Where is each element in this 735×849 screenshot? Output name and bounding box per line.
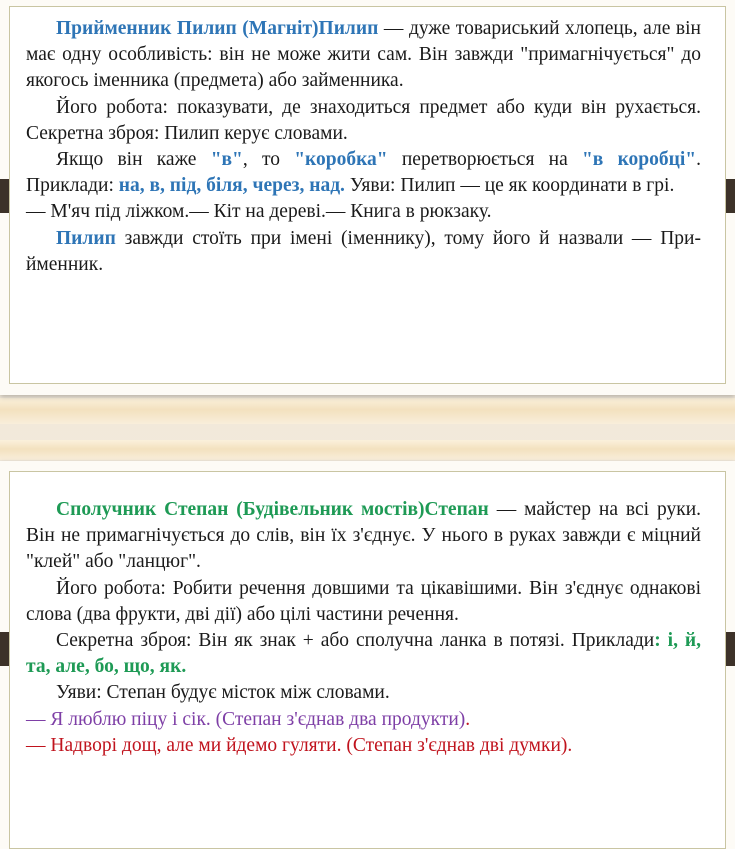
text-run: , то: [242, 149, 295, 171]
paragraph: [26, 628, 701, 680]
paragraph: Його робота: показувати, де знаходиться предмет або куди він рухається. Секретна зброя: Пилип керує словами.: [26, 96, 701, 144]
highlight-title: Прийменник Пилип (Магніт)Пилип: [56, 18, 379, 39]
paragraph: [26, 16, 701, 95]
paragraph: [26, 226, 701, 278]
text-run: Якщо він каже: [56, 149, 211, 171]
slide-text: [26, 497, 701, 759]
highlight-examples: на, в, під, біля, через, над.: [118, 175, 345, 197]
highlight-word: "коробка": [294, 149, 388, 171]
highlight-word: "в": [210, 149, 243, 171]
paragraph: [26, 147, 701, 199]
highlight-title: Сполучник Степан (Будівельник мостів)Степан: [56, 499, 489, 520]
text-run: перетворюється на: [387, 149, 582, 171]
highlight-word: Пилип: [56, 227, 116, 249]
separator-band: [0, 440, 735, 460]
paragraph: — М'яч під ліжком.— Кіт на дереві.— Книга в рюкзаку.: [26, 201, 492, 223]
text-run: . Приклади:: [26, 149, 701, 197]
paragraph: Його робота: Робити речення довшими та цікавішими. Він з'єднує однакові слова (два фрукти, дві дії) або цілі частини речення.: [26, 577, 701, 625]
example-line: [26, 707, 701, 733]
text-run: — дуже товариський хлопець, але він має одну особливість: він не може жити сам. Він завжди "примагнічується" до якогось іменника (предмета) або займенника.: [26, 18, 701, 92]
example-dot: .: [465, 708, 471, 730]
example-red: — Надворі дощ, але ми йдемо гуляти. (Степан з'єднав дві думки).: [26, 734, 573, 756]
example-purple: — Я люблю піцу і сік. (Степан з'єднав два продукти): [26, 708, 466, 730]
separator-band: [0, 398, 735, 424]
text-run: Секретна зброя: Він як знак + або сполучна ланка в потязі. Приклади: [56, 630, 655, 652]
slide-conjunction[interactable]: [0, 461, 735, 849]
paragraph: [26, 497, 701, 576]
highlight-word: "в коробці": [581, 149, 697, 171]
text-run: завжди стоїть при імені (іменнику), тому його й назвали — При-йменник.: [26, 227, 701, 275]
slide-text: [26, 16, 701, 278]
text-run: — майстер на всі руки. Він не примагнічується до слів, він їх з'єднує. У нього в руках завжди є міцний "клей" або "ланцюг".: [26, 499, 702, 573]
highlight-examples: : і, й, та, але, бо, що, як.: [26, 630, 701, 678]
slide-preposition[interactable]: [0, 0, 735, 395]
paragraph: Уяви: Степан будує місток між словами.: [56, 682, 390, 704]
text-run: Уяви: Пилип — це як координати в грі.: [344, 175, 675, 197]
